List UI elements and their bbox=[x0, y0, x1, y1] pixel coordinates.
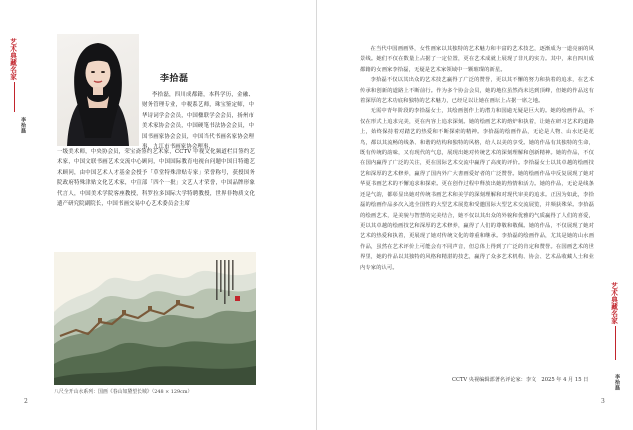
bio-continued bbox=[57, 147, 255, 209]
vertical-label: 艺术典藏名家 bbox=[8, 38, 17, 80]
article-body bbox=[360, 44, 594, 273]
bio-continued-text: 一级美术师，中央协会员，荣宝斋签约艺术家，CCTV 中视文化频道栏目签约艺术家，中国文联书画艺术交流中心顾问，中国国际教育电视台问题中国日特邀艺术顾问，由中国艺术人才基金会授予「草堂特殊津贴专家」荣誉称号，获授国务院政府特殊津贴文化艺术家，中宣部「四个一批」文艺人才荣誉，中国品牌形象代言人，中国美术学院客座教授，科罗拉多国际大学特聘教授，世界非物质文化遗产研究院副院长，中国书画交易中心艺术委员会主席 bbox=[57, 149, 255, 208]
left-page bbox=[0, 0, 316, 430]
critic-signature: CCTV 央视编辑部著名评论家：李文 2025 年 4 月 15 日 bbox=[452, 377, 589, 383]
landscape-painting bbox=[54, 252, 256, 385]
vertical-rule bbox=[615, 326, 616, 360]
artist-name: 李拾磊 bbox=[160, 74, 189, 84]
page-number: 2 bbox=[24, 398, 28, 405]
vertical-rule bbox=[14, 82, 15, 112]
bio-intro bbox=[142, 90, 254, 152]
artist-portrait bbox=[57, 34, 139, 146]
right-page bbox=[317, 0, 633, 430]
page-number: 3 bbox=[601, 398, 605, 405]
article-paragraph: 在当代中国画画界，女性画家以其独特的艺术魅力和丰富的艺术技艺，逐渐成为一道亮丽的风景线。她们不仅在数量上占据了一定位置，更在艺术成就上展现了非凡的实力。其中，来自四川成都籍的女画家李拾磊，无疑是艺术家领域中一颗璀璨的新星。 bbox=[360, 46, 594, 73]
vertical-label: 艺术典藏名家 bbox=[609, 282, 618, 324]
article-paragraph: 李拾磊不仅以其出众的艺术技艺赢得了广泛的赞誉，更以其不懈的努力和执着的追求，在艺术传承和创新的道路上不断前行。作为多个协会会员，她的地位虽然尚未达到顶峰，但她的作品这有着深厚的艺术功底和独特的艺术魅力，已经足以让她在画坛上占据一席之地。 bbox=[360, 77, 594, 105]
article-paragraph: 无需中青年阶段的李拾磊女士，其绘画创作上的潜力和国逾无疑是巨大的。她的绘画作品，不仅在形式上追求完美，更在内容上追求深刻。她的绘画艺术的熔炉和执着，让她在研习艺术的道路上，始终保持着对踏艺的热爱和不断探索的精神。李拾磊的绘画作品，无论是人物、山水还是花鸟，都以其流畅的线条、和谐的结构和独特的风格，给人以美的享受。她的作品有其独特的生命，既有传统的韵味，又有现代的气息，展现出她对传统艺术的深刻理解和创新精神。她的作品，不仅在国内赢得了广泛的关注，更在国际艺术交流中赢得了高度的评价。李拾磊女士以其卓越的绘画技艺和深厚的艺术修养，赢得了国内外广大書画爱好者的广泛赞誉。她的绘画作品中反复展现了她对华夏书画艺术的不懈追求和探索。更在创作过程中释放出她的热情和活力。她的作品，无论是线条还是气韵，都彰显出她对传统书画艺术和美学的深刻理解和对现代审美的追求。正因为如此，李拾磊的绘画作品多次入选全国性的大型艺术展览和受邀国际大型艺术交流展览，并频获殊荣。李拾磊的绘画艺术，是美貌与智慧的完美结合，她不仅以其出众的外貌和优雅的气质赢得了人们的喜爱，更以其卓越的绘画技艺和深厚的艺术修养，赢得了人们的尊敬和敬佩。她的作品，不仅展现了她对艺术的热爱和执着，更展现了她对传统文化的尊重和继承。李拾磊的绘画作品，尤其是她的山水画作品，虽然在艺术评价上可能会有不同声音，但总体上得到了广泛的肯定和赞誉。在国画艺术的世界里，她的作品以其独特的风格和精湛的技艺，赢得了众多艺术机构、协会、艺术品收藏人士和业内专家的认可。 bbox=[360, 108, 594, 271]
bio-intro-text: 李拾磊，四川成都籍，本科学历，金融、财务管理专业，中税系艺师，珠宝鉴定师，中华诗词学会会员，中国楹联学会会员，扬州市美术家协会会员，中国硬笔书法协会会员，中国书画家协会会员，中国当代书画名家协会理事，九江市书画家协会理事， bbox=[142, 92, 254, 151]
painting-caption: 八尺全开山水系列：国画《春山如黛望长城》（248 × 129cm） bbox=[54, 389, 193, 395]
vertical-name: 李拾磊 bbox=[614, 374, 620, 391]
vertical-name: 李拾磊 bbox=[20, 117, 26, 134]
